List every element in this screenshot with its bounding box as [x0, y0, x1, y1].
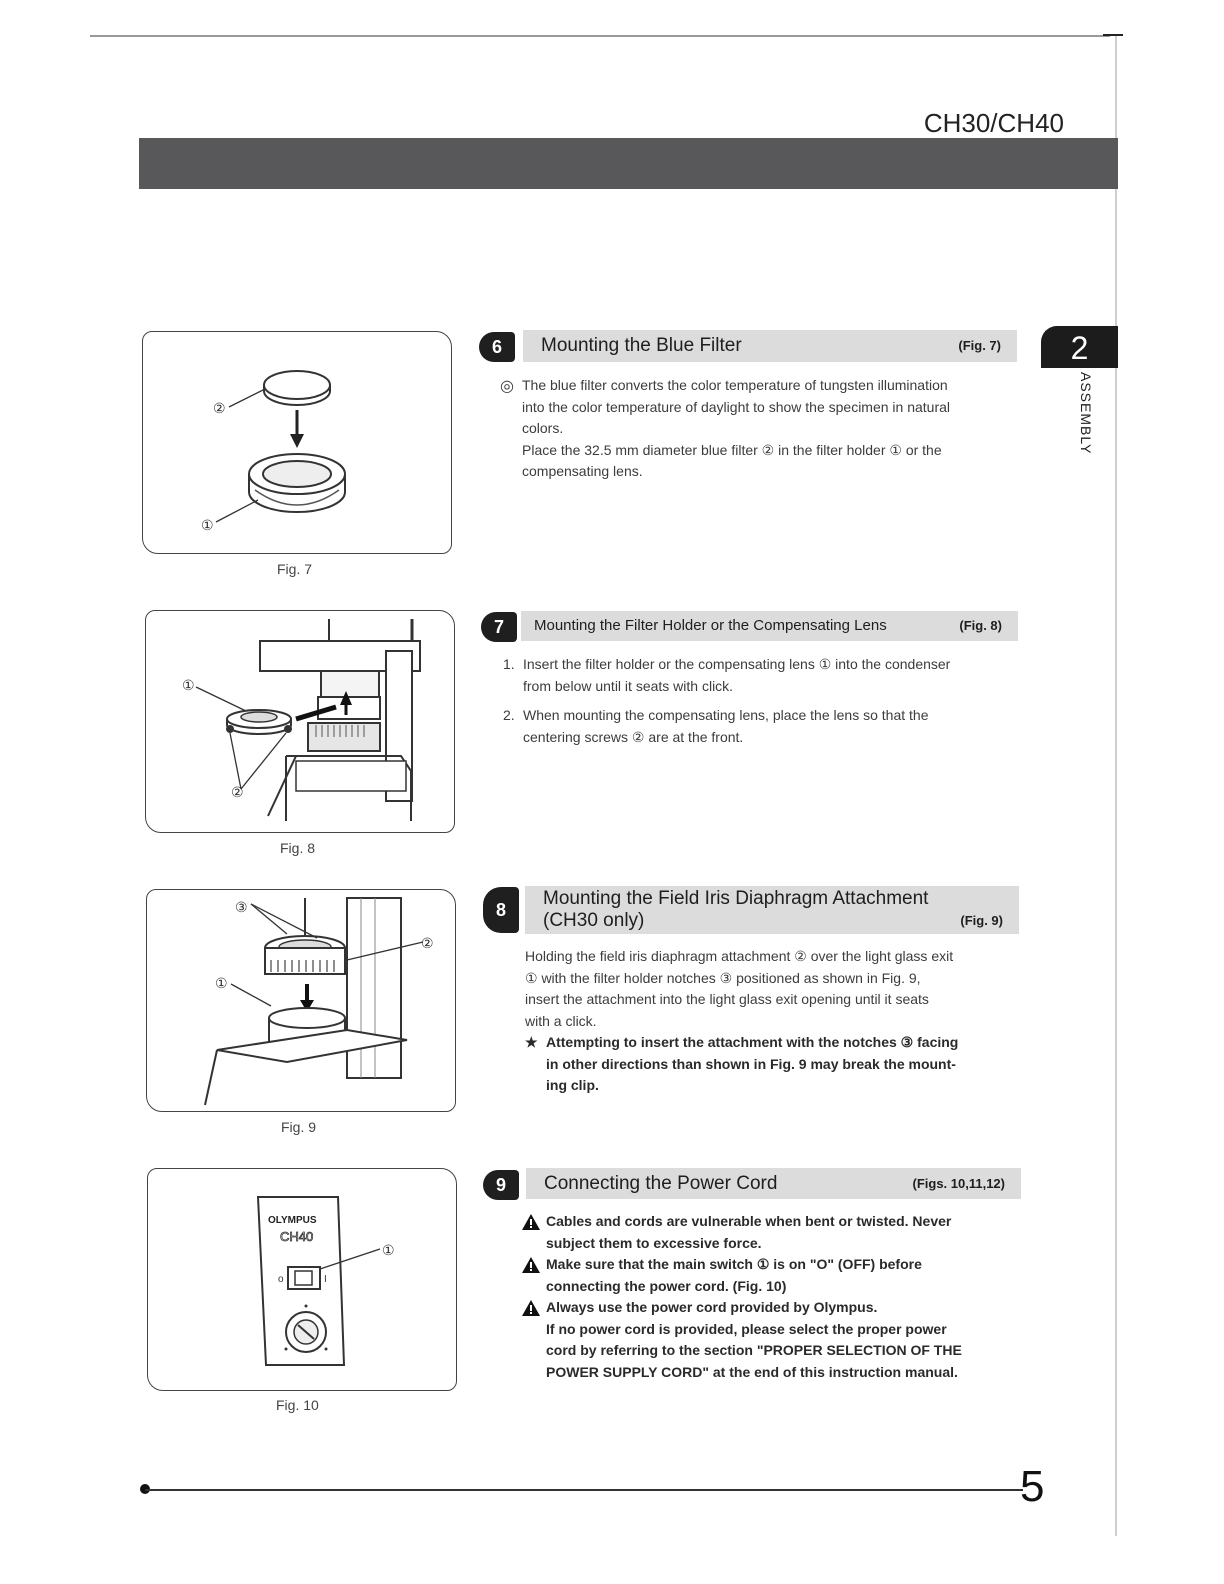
- section-9-number: 9: [483, 1170, 519, 1200]
- figure-10: [147, 1168, 457, 1391]
- body-line: Cables and cords are vulnerable when bent or twisted. Never: [546, 1213, 952, 1229]
- callout-2: ②: [231, 784, 244, 800]
- figure-caption: Fig. 7: [277, 561, 313, 577]
- page-edge: [1115, 36, 1117, 1536]
- callout-1: ①: [201, 517, 214, 533]
- body-line: Insert the filter holder or the compensating lens ① into the condenser: [523, 656, 951, 672]
- section-6-number: 6: [479, 332, 515, 362]
- callout-2: ②: [213, 400, 226, 416]
- body-line: cord by referring to the section "PROPER SELECTION OF THE: [546, 1342, 962, 1358]
- body-line: If no power cord is provided, please select the proper power: [546, 1320, 947, 1337]
- body-line: The blue filter converts the color temperature of tungsten illumination: [522, 377, 948, 393]
- body-line: ing clip.: [546, 1077, 599, 1093]
- field-iris-illustration: [147, 890, 455, 1111]
- body-line: compensating lens.: [522, 463, 643, 479]
- list-item: [503, 705, 1023, 748]
- header-banner: [139, 138, 1118, 189]
- figure-caption: Fig. 9: [281, 1119, 317, 1135]
- chapter-tab-number: 2: [1041, 326, 1118, 368]
- section-9-heading: [526, 1168, 1021, 1199]
- list-item: [503, 654, 1023, 697]
- section-8-heading: [525, 886, 1019, 934]
- body-line: from below until it seats with click.: [523, 677, 734, 694]
- section-7-title: Mounting the Filter Holder or the Compensating Lens: [534, 617, 887, 634]
- body-line: in other directions than shown in Fig. 9 may break the mount-: [546, 1055, 956, 1072]
- caution-note: [525, 1032, 1021, 1097]
- body-line: POWER SUPPLY CORD" at the end of this instruction manual.: [546, 1363, 958, 1380]
- section-9-title: Connecting the Power Cord: [544, 1173, 778, 1194]
- figure-9: [146, 889, 456, 1112]
- callout-1: ①: [182, 677, 195, 693]
- model-title: CH30/CH40: [923, 108, 1064, 138]
- switch-off-mark: o: [278, 1274, 284, 1285]
- top-rule: [90, 35, 1110, 37]
- power-switch-illustration: [148, 1169, 456, 1390]
- body-line: Place the 32.5 mm diameter blue filter ② in the filter holder ① or the: [522, 441, 942, 458]
- figure-8: [145, 610, 455, 833]
- condenser-illustration: [146, 611, 454, 832]
- section-6-heading: [523, 330, 1017, 362]
- section-6-ref: (Fig. 7): [958, 338, 1001, 353]
- chapter-tab-label: ASSEMBLY: [1078, 372, 1094, 455]
- list-number: 2.: [503, 707, 515, 723]
- body-line: ① with the filter holder notches ③ positioned as shown in Fig. 9,: [525, 969, 921, 986]
- footer-rule: [145, 1489, 1023, 1491]
- body-line: subject them to excessive force.: [546, 1234, 762, 1251]
- figure-caption: Fig. 10: [276, 1397, 319, 1413]
- section-6-title: Mounting the Blue Filter: [541, 335, 742, 356]
- section-6-body: [500, 375, 1020, 483]
- warning-icon: [521, 1213, 541, 1231]
- body-line: colors.: [522, 420, 564, 436]
- blue-filter-illustration: [143, 332, 451, 553]
- body-line: Make sure that the main switch ① is on "O" (OFF) before: [546, 1256, 922, 1272]
- body-line: into the color temperature of daylight to show the specimen in natural: [522, 398, 951, 415]
- section-7-ref: (Fig. 8): [959, 618, 1002, 633]
- section-7-heading: [521, 611, 1018, 641]
- warning-icon: [521, 1256, 541, 1274]
- callout-2: ②: [421, 935, 434, 951]
- section-7-body: [503, 654, 1023, 748]
- model-label: CH40: [280, 1229, 314, 1244]
- body-line: insert the attachment into the light glass exit opening until it seats: [525, 991, 929, 1007]
- warning-item: [520, 1211, 1022, 1254]
- warning-icon: [521, 1299, 541, 1317]
- callout-1: ①: [382, 1242, 395, 1258]
- body-line: Attempting to insert the attachment with the notches ③ facing: [546, 1034, 959, 1050]
- top-corner-mark: [1103, 34, 1123, 36]
- section-8-ref: (Fig. 9): [960, 913, 1003, 928]
- warning-item: [520, 1254, 1022, 1297]
- callout-3: ③: [235, 899, 248, 915]
- list-number: 1.: [503, 656, 515, 672]
- callout-1: ①: [215, 975, 228, 991]
- section-9-body: [520, 1211, 1022, 1383]
- figure-7: [142, 331, 452, 554]
- body-line: centering screws ② are at the front.: [523, 728, 744, 745]
- body-line: Always use the power cord provided by Olympus.: [546, 1299, 878, 1315]
- switch-on-mark: I: [324, 1274, 327, 1285]
- body-line: connecting the power cord. (Fig. 10): [546, 1277, 787, 1294]
- page-number: 5: [1020, 1462, 1045, 1511]
- section-8-title-line2: (CH30 only): [543, 910, 645, 931]
- body-line: Holding the field iris diaphragm attachment ② over the light glass exit: [525, 948, 954, 964]
- circle-bullet-icon: ◎: [500, 378, 514, 395]
- body-line: with a click.: [525, 1012, 597, 1029]
- section-7-number: 7: [481, 612, 517, 642]
- section-8-title-line1: Mounting the Field Iris Diaphragm Attachment: [543, 888, 929, 909]
- section-8-body: [525, 946, 1021, 1097]
- star-icon: ★: [525, 1034, 538, 1050]
- section-9-ref: (Figs. 10,11,12): [912, 1176, 1005, 1191]
- body-line: When mounting the compensating lens, place the lens so that the: [523, 707, 929, 723]
- warning-item: [520, 1297, 1022, 1383]
- section-8-number: 8: [483, 887, 519, 933]
- figure-caption: Fig. 8: [280, 840, 316, 856]
- brand-label: OLYMPUS: [268, 1215, 317, 1226]
